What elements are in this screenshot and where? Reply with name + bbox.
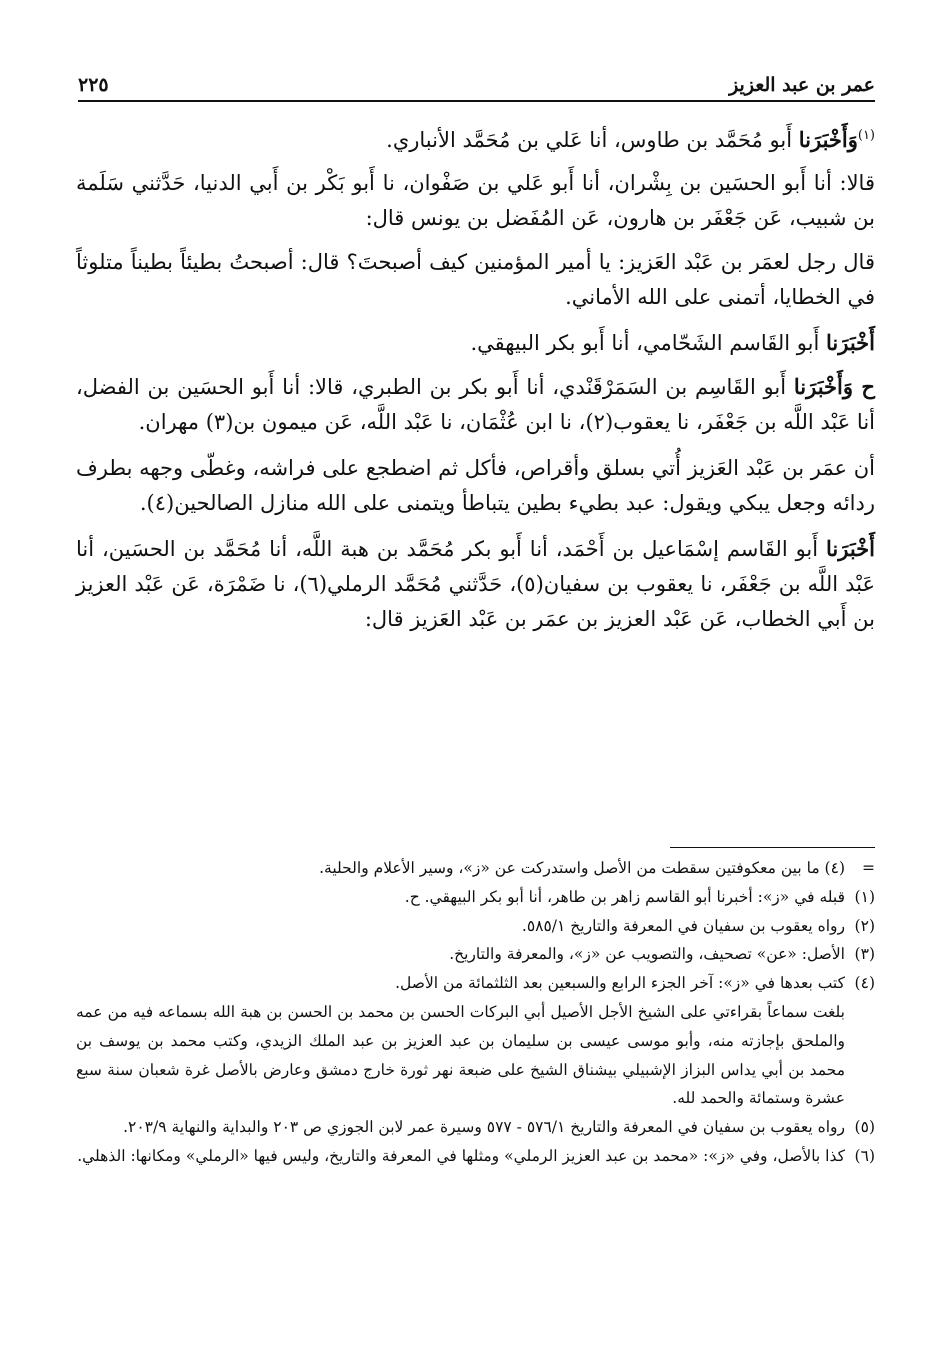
paragraph-lead: أَخْبَرَنا [826, 536, 875, 562]
footnote-number: (٣) [854, 945, 875, 964]
footnotes [76, 854, 875, 1171]
footnote [76, 912, 875, 941]
footnote-text: قبله في «ز»: أخبرنا أبو القاسم زاهر بن طاهر، أنا أبو بكر البيهقي. ح. [404, 887, 845, 906]
footnote-number: (٥) [854, 1118, 875, 1137]
paragraph-lead: وَأَخْبَرَنا [798, 127, 858, 152]
paragraph-text: قال رجل لعمَر بن عَبْد العَزيز: يا أمير المؤمنين كيف أصبحتَ؟ قال: أصبحتُ بطيئاً بطيناً متلوثاً في الخطايا، أتمنى على الله الأماني. [76, 249, 875, 309]
paragraph [76, 531, 875, 638]
paragraph-text: أَبو مُحَمَّد بن طاوس، أنا عَلي بن مُحَمَّد الأنباري. [386, 128, 793, 152]
running-title: عمر بن عبد العزيز [729, 74, 875, 96]
paragraph [76, 166, 875, 236]
footnote [76, 940, 875, 969]
footnote-text: الأصل: «عن» تصحيف، والتصويب عن «ز»، والمعرفة والتاريخ. [449, 945, 845, 964]
paragraph-text: أَبو القَاسم إسْمَاعيل بن أَحْمَد، أنا أَبو بكر مُحَمَّد بن هبة اللَّه، أنا مُحَمَّد بن الحسَين، أنا عَبْد اللَّه بن جَعْفَر، نا يعقوب بن سفيان(٥)، حَدَّثني مُحَمَّد الرملي(٦)، نا ضَمْرَة، عَن عَبْد العزيز بن أَبي الخطاب، عَن عَبْد العزيز بن عمَر بن عَبْد العَزيز قال: [76, 537, 875, 632]
footnote-number: (٢) [854, 916, 875, 935]
header-rule [78, 100, 875, 102]
footnote-number: (٦) [854, 1146, 875, 1165]
paragraph [76, 325, 875, 361]
paragraph-lead: ح وَأَخْبَرَنا [793, 374, 875, 400]
paragraph [76, 245, 875, 315]
footnote-ref: (١) [857, 128, 875, 143]
paragraph-lead: أَخْبَرَنا [826, 330, 875, 356]
footnote-text: رواه يعقوب بن سفيان في المعرفة والتاريخ ٥٨٥/١. [521, 916, 845, 935]
footnote-text: رواه يعقوب بن سفيان في المعرفة والتاريخ ٥٧٦/١ - ٥٧٧ وسيرة عمر لابن الجوزي ص ٢٠٣ والبداية والنهاية ٢٠٣/٩. [123, 1118, 845, 1137]
footnote-number: (٤) [854, 974, 875, 993]
main-text [76, 122, 875, 646]
paragraph [76, 369, 875, 440]
footnote [76, 1142, 875, 1171]
paragraph-text: أن عمَر بن عَبْد العَزيز أُتي بسلق وأقراص، فأكل ثم اضطجع على فراشه، وغطّى وجهه بطرف ردائه وجعل يبكي ويقول: عبد بطيء بطين يتباطأ ويتمنى على الله منازل الصالحين(٤). [76, 455, 875, 515]
paragraph [76, 451, 875, 521]
footnote [76, 1113, 875, 1142]
continuation-mark: = [862, 859, 875, 877]
footnote-rule [670, 847, 875, 848]
footnote-text: كذا بالأصل، وفي «ز»: «محمد بن عبد العزيز الرملي» ومثلها في المعرفة والتاريخ، وليس فيها «الرملي» ومكانها: الذهلي. [77, 1146, 845, 1165]
footnote-continuation [76, 854, 875, 883]
footnote-number: (١) [854, 887, 875, 906]
page-number: ٢٢٥ [78, 74, 109, 96]
page-header [78, 62, 875, 96]
paragraph-text: أَبو القَاسم الشَحّامي، أنا أَبو بكر البيهقي. [470, 331, 820, 356]
footnote [76, 883, 875, 912]
footnote-colophon: بلغت سماعاً بقراءتي على الشيخ الأجل الأصيل أبي البركات الحسن بن محمد بن الحسن بن هبة الله بسماعه فيه من عمه والملحق بإجازته منه، وأبو موسى عيسى بن سليمان بن عبد العزيز بن عبد الملك الزيدي، وكتب محمد بن يوسف بن محمد بن أبي يداس البزاز الإشبيلي بيشناق الشيخ على ضبعة نهر ثورة خارج دمشق وعارض بالأصل غرة شعبان سنة سبع عشرة وستمائة والحمد لله. [76, 1002, 845, 1108]
footnote [76, 969, 875, 998]
paragraph [76, 122, 875, 158]
footnote-text: (٤) ما بين معكوفتين سقطت من الأصل واستدركت عن «ز»، وسير الأعلام والحلية. [319, 859, 845, 877]
footnote-text: كتب بعدها في «ز»: آخر الجزء الرابع والسبعين بعد الثلثمائة من الأصل. [395, 974, 845, 993]
paragraph-text: أَبو القَاسِم بن السَمَرْقَنْدي، أنا أَبو بكر بن الطبري، قالا: أنا أَبو الحسَين بن الفضل، أنا عَبْد اللَّه بن جَعْفَر، نا يعقوب(٢)، نا ابن عُثْمَان، نا عَبْد اللَّه، عَن ميمون بن(٣) مهران. [76, 375, 875, 435]
paragraph-text: قالا: أنا أَبو الحسَين بن بِشْران، أنا أَبو عَلي بن صَفْوان، نا أَبو بَكْر بن أَبي الدنيا، حَدَّثني سَلَمة بن شبيب، عَن جَعْفَر بن هارون، عَن المُفَضل بن يونس قال: [76, 171, 875, 231]
